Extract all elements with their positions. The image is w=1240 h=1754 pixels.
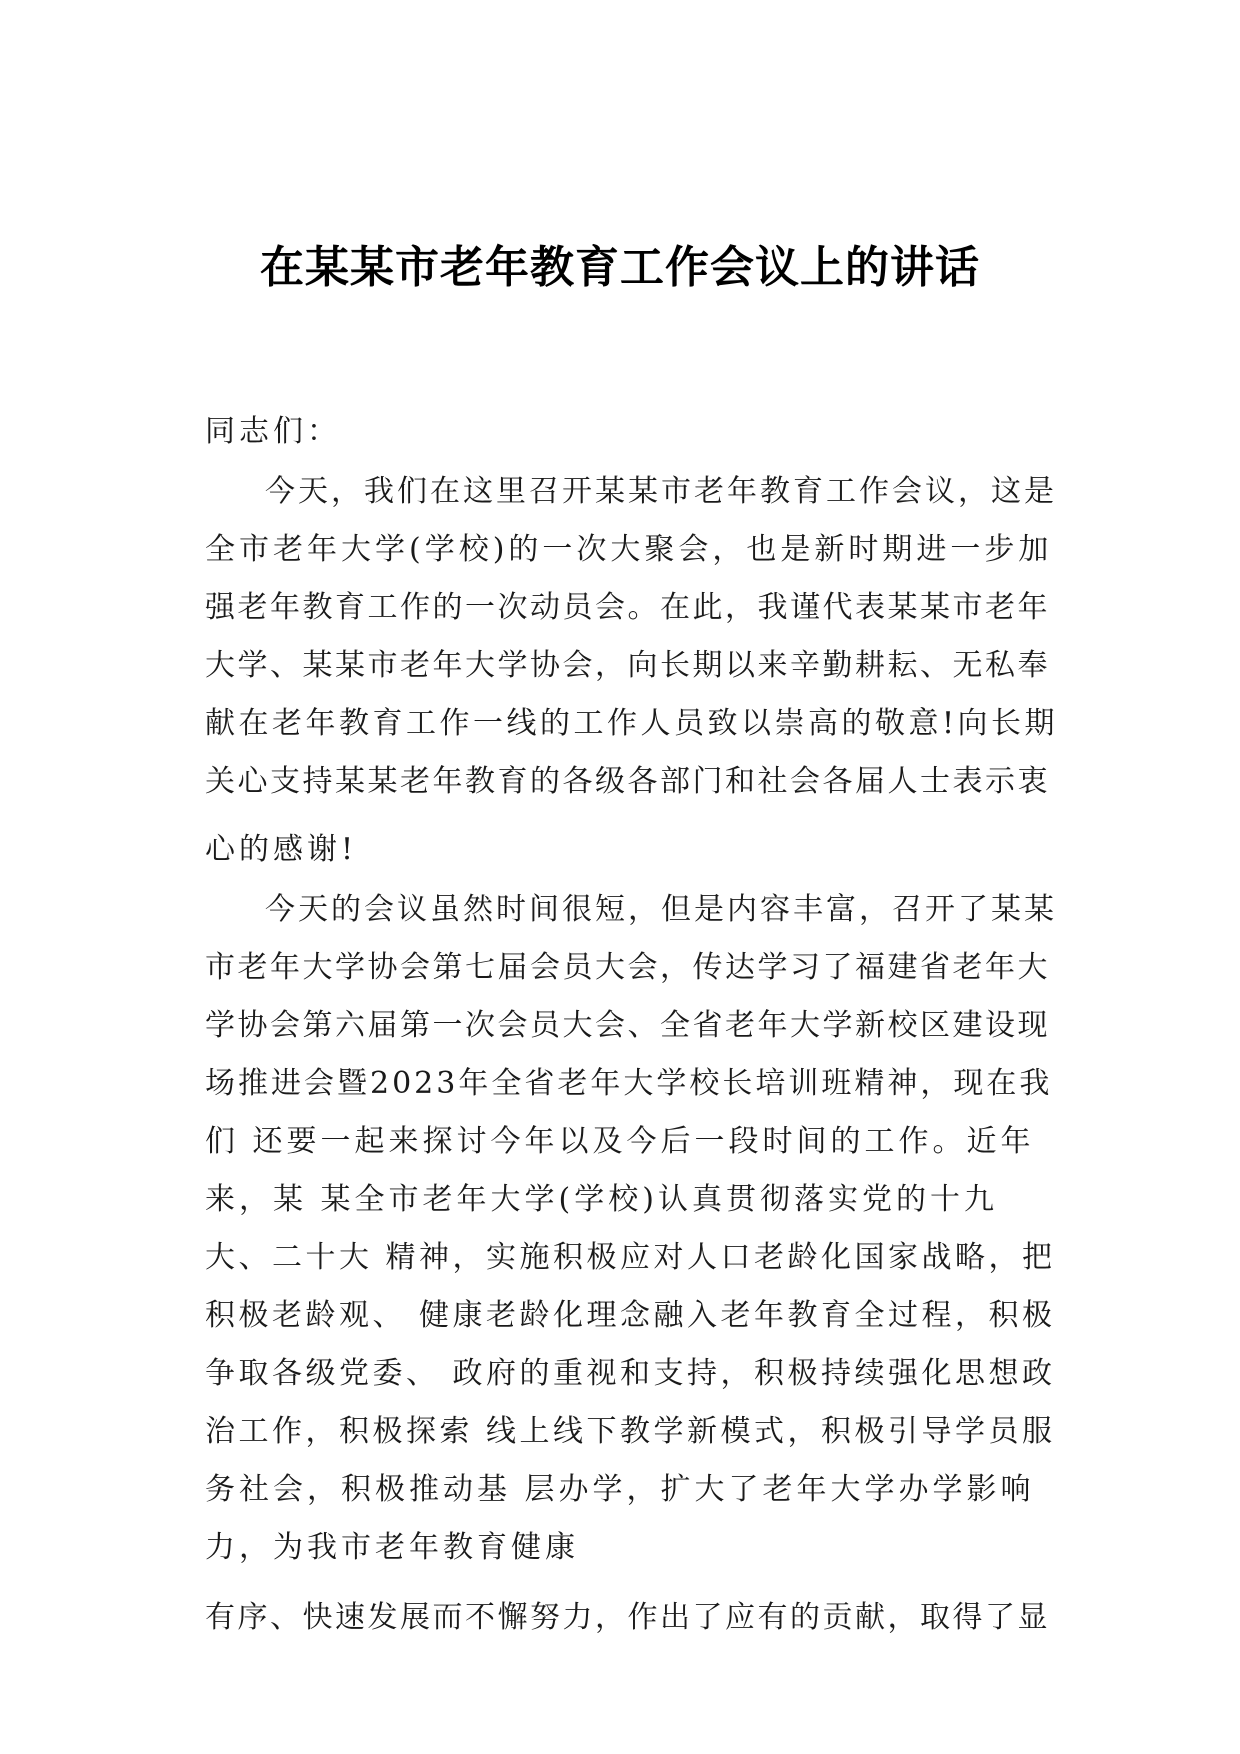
paragraph-line: 来，某 某全市老年大学(学校)认真贯彻落实党的十九 xyxy=(205,1182,998,1217)
paragraph-line: 关心支持某某老年教育的各级各部门和社会各届人士表示衷 xyxy=(205,764,1050,799)
paragraph-line: 强老年教育工作的一次动员会。在此，我谨代表某某市老年 xyxy=(205,590,1050,625)
paragraph-line: 争取各级党委、 政府的重视和支持，积极持续强化思想政 xyxy=(205,1356,1056,1391)
paragraph-line: 今天的会议虽然时间很短，但是内容丰富，召开了某某 xyxy=(265,892,1057,927)
paragraph-line: 务社会，积极推动基 层办学，扩大了老年大学办学影响 xyxy=(205,1472,1035,1507)
paragraph-line: 今天，我们在这里召开某某市老年教育工作会议，这是 xyxy=(265,474,1057,509)
paragraph-line: 心的感谢! xyxy=(205,832,358,867)
document-title: 在某某市老年教育工作会议上的讲话 xyxy=(260,242,980,293)
paragraph-line: 有序、快速发展而不懈努力，作出了应有的贡献，取得了显 xyxy=(205,1600,1050,1635)
paragraph-line: 们 还要一起来探讨今年以及今后一段时间的工作。近年 xyxy=(205,1124,1035,1159)
paragraph-line: 场推进会暨2023年全省老年大学校长培训班精神，现在我 xyxy=(205,1066,1053,1101)
paragraph-line: 治工作，积极探索 线上线下教学新模式，积极引导学员服 xyxy=(205,1414,1056,1449)
paragraph-line: 学协会第六届第一次会员大会、全省老年大学新校区建设现 xyxy=(205,1008,1050,1043)
paragraph-line: 大学、某某市老年大学协会，向长期以来辛勤耕耘、无私奉 xyxy=(205,648,1050,683)
paragraph-line: 大、二十大 精神，实施积极应对人口老龄化国家战略，把 xyxy=(205,1240,1056,1275)
paragraph-line: 力，为我市老年教育健康 xyxy=(205,1530,579,1565)
paragraph-line: 全市老年大学(学校)的一次大聚会，也是新时期进一步加 xyxy=(205,532,1053,567)
paragraph-line: 市老年大学协会第七届会员大会，传达学习了福建省老年大 xyxy=(205,950,1050,985)
paragraph-line: 献在老年教育工作一线的工作人员致以崇高的敬意!向长期 xyxy=(205,706,1059,741)
salutation: 同志们： xyxy=(205,414,341,449)
paragraph-line: 积极老龄观、 健康老龄化理念融入老年教育全过程，积极 xyxy=(205,1298,1056,1333)
